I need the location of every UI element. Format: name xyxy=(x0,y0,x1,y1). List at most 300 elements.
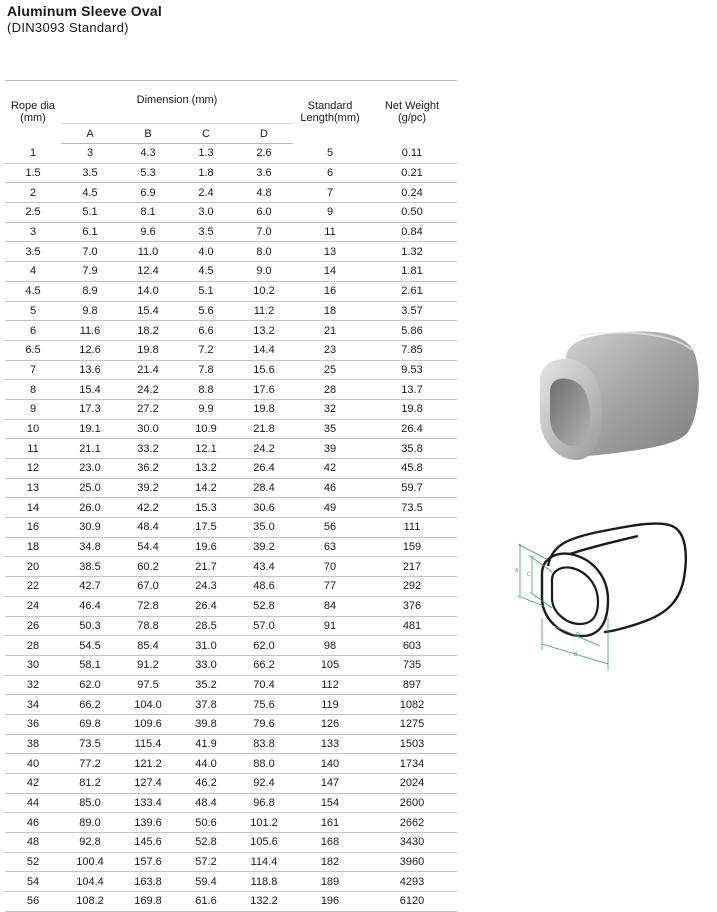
rope-dia-cell: 11 xyxy=(27,442,39,455)
standard-length-cell: 147 xyxy=(320,777,340,790)
dim-b-cell: 42.2 xyxy=(137,501,159,514)
dim-c-cell: 17.5 xyxy=(195,521,217,534)
dim-a-cell: 62.0 xyxy=(79,678,101,691)
table-row xyxy=(5,616,457,636)
net-weight-cell: 0.50 xyxy=(401,206,423,219)
table-row xyxy=(5,399,457,419)
net-weight-cell: 0.24 xyxy=(401,186,423,199)
table-row xyxy=(5,203,457,223)
rope-dia-cell: 44 xyxy=(26,797,40,810)
table-row xyxy=(5,242,457,262)
dim-c-cell: 7.8 xyxy=(198,363,214,376)
table-row xyxy=(5,852,457,872)
net-weight-cell: 481 xyxy=(402,619,422,632)
dim-b-cell: 133.4 xyxy=(134,797,162,810)
dim-c-cell: 52.8 xyxy=(195,836,217,849)
drawing-label-a: A xyxy=(515,568,519,574)
net-weight-cell: 217 xyxy=(402,560,422,573)
standard-length-cell: 168 xyxy=(320,836,340,849)
dim-d-cell: 10.2 xyxy=(253,285,275,298)
net-weight-cell: 9.53 xyxy=(401,363,423,376)
col-a-header: A xyxy=(61,124,119,144)
dim-a-cell: 77.2 xyxy=(79,757,101,770)
table-row xyxy=(5,793,457,813)
dim-a-cell: 58.1 xyxy=(79,659,101,672)
rope-dia-cell: 24 xyxy=(26,600,40,613)
dim-b-cell: 139.6 xyxy=(134,816,162,829)
standard-length-cell: 56 xyxy=(323,521,337,534)
dim-b-cell: 4.3 xyxy=(140,147,156,160)
drawing-label-b: B xyxy=(574,652,578,658)
net-weight-cell: 1734 xyxy=(399,757,425,770)
dim-d-cell: 88.0 xyxy=(253,757,275,770)
net-weight-cell: 111 xyxy=(403,521,421,534)
dim-d-cell: 9.0 xyxy=(256,265,272,278)
dim-a-cell: 5.1 xyxy=(82,206,98,219)
rope-dia-cell: 32 xyxy=(26,678,40,691)
rope-dia-cell: 40 xyxy=(26,757,40,770)
net-weight-cell: 4293 xyxy=(399,875,425,888)
dim-a-cell: 69.8 xyxy=(79,718,101,731)
net-weight-cell: 376 xyxy=(402,600,422,613)
dim-a-cell: 6.1 xyxy=(82,226,98,239)
dim-c-cell: 31.0 xyxy=(195,639,217,652)
dim-a-cell: 17.3 xyxy=(79,403,101,416)
dim-a-cell: 9.8 xyxy=(82,304,98,317)
dim-b-cell: 19.8 xyxy=(137,344,159,357)
dim-b-cell: 115.4 xyxy=(134,737,162,750)
dim-d-cell: 13.2 xyxy=(253,324,275,337)
dim-d-cell: 3.6 xyxy=(256,167,272,180)
dim-b-cell: 8.1 xyxy=(140,206,156,219)
dim-c-cell: 4.5 xyxy=(198,265,214,278)
table-row xyxy=(5,695,457,715)
dim-c-cell: 19.6 xyxy=(195,541,217,554)
dim-d-cell: 43.4 xyxy=(253,560,275,573)
dim-d-cell: 70.4 xyxy=(253,678,275,691)
dim-c-cell: 59.4 xyxy=(195,875,217,888)
dim-b-cell: 6.9 xyxy=(140,186,156,199)
dim-d-cell: 75.6 xyxy=(253,698,275,711)
drawing-label-c: C xyxy=(527,572,531,578)
dim-b-cell: 67.0 xyxy=(137,580,159,593)
dim-c-cell: 37.8 xyxy=(195,698,217,711)
dim-c-cell: 21.7 xyxy=(195,560,217,573)
rope-dia-cell: 52 xyxy=(26,856,40,869)
rope-dia-cell: 54 xyxy=(26,875,40,888)
table-row xyxy=(5,714,457,734)
dim-a-cell: 81.2 xyxy=(79,777,101,790)
standard-length-cell: 14 xyxy=(323,265,337,278)
dim-b-cell: 24.2 xyxy=(137,383,159,396)
dim-c-cell: 28.5 xyxy=(195,619,217,632)
dim-c-cell: 3.5 xyxy=(198,226,214,239)
table-row xyxy=(5,459,457,479)
standard-length-cell: 9 xyxy=(326,206,334,219)
dim-a-cell: 73.5 xyxy=(79,737,101,750)
rope-dia-cell: 12 xyxy=(26,462,40,475)
rope-dia-cell: 56 xyxy=(26,895,40,908)
rope-dia-header: Rope dia (mm) xyxy=(10,100,56,125)
dim-d-cell: 132.2 xyxy=(250,895,278,908)
dim-d-cell: 79.6 xyxy=(253,718,275,731)
rope-dia-cell: 48 xyxy=(26,836,40,849)
dim-d-cell: 8.0 xyxy=(256,245,272,258)
standard-length-cell: 23 xyxy=(323,344,337,357)
sleeve-dimension-drawing xyxy=(508,514,708,684)
standard-length-cell: 35 xyxy=(323,422,337,435)
dim-a-cell: 100.4 xyxy=(76,856,104,869)
standard-length-cell: 32 xyxy=(323,403,337,416)
net-weight-cell: 2.61 xyxy=(401,285,423,298)
table-row xyxy=(5,439,457,459)
net-weight-cell: 0.21 xyxy=(401,167,423,180)
standard-length-cell: 21 xyxy=(323,324,337,337)
dim-c-cell: 26.4 xyxy=(195,600,217,613)
net-weight-cell: 2662 xyxy=(399,816,425,829)
standard-length-header: Standard Length(mm) xyxy=(300,100,360,125)
dim-c-cell: 41.9 xyxy=(195,737,217,750)
dim-b-cell: 104.0 xyxy=(134,698,162,711)
dim-b-cell: 85.4 xyxy=(137,639,159,652)
net-weight-cell: 1275 xyxy=(399,718,425,731)
dim-a-cell: 8.9 xyxy=(82,285,98,298)
rope-dia-cell: 6.5 xyxy=(25,344,41,357)
dim-c-cell: 6.6 xyxy=(198,324,214,337)
dim-d-cell: 30.6 xyxy=(253,501,275,514)
dim-b-cell: 127.4 xyxy=(134,777,162,790)
rope-dia-cell: 18 xyxy=(26,541,40,554)
net-weight-cell: 292 xyxy=(402,580,422,593)
dim-a-cell: 3 xyxy=(86,147,94,160)
dim-c-cell: 9.9 xyxy=(198,403,214,416)
rope-dia-cell: 2.5 xyxy=(25,206,41,219)
dim-d-cell: 39.2 xyxy=(253,541,275,554)
standard-length-cell: 39 xyxy=(323,442,337,455)
dim-a-cell: 21.1 xyxy=(79,442,101,455)
dim-c-cell: 4.0 xyxy=(198,245,214,258)
table-row xyxy=(5,301,457,321)
dim-b-cell: 11.0 xyxy=(137,245,159,258)
col-b-header: B xyxy=(119,124,177,144)
dim-a-cell: 85.0 xyxy=(79,797,101,810)
dim-a-cell: 7.9 xyxy=(82,265,98,278)
net-weight-cell: 1503 xyxy=(399,737,425,750)
rope-dia-cell: 16 xyxy=(26,521,40,534)
dim-b-cell: 5.3 xyxy=(140,167,156,180)
dim-b-cell: 15.4 xyxy=(137,304,159,317)
table-row xyxy=(5,754,457,774)
dim-b-cell: 21.4 xyxy=(137,363,159,376)
dim-c-cell: 5.6 xyxy=(198,304,214,317)
dim-b-cell: 39.2 xyxy=(137,482,159,495)
spec-table xyxy=(5,80,457,912)
standard-length-cell: 28 xyxy=(323,383,337,396)
net-weight-cell: 26.4 xyxy=(401,422,423,435)
net-weight-cell: 1.32 xyxy=(401,245,423,258)
standard-length-cell: 46 xyxy=(323,482,337,495)
dim-c-cell: 5.1 xyxy=(198,285,214,298)
rope-dia-cell: 2 xyxy=(29,186,37,199)
dim-b-cell: 36.2 xyxy=(137,462,159,475)
net-weight-cell: 159 xyxy=(402,541,422,554)
table-row xyxy=(5,675,457,695)
table-row xyxy=(5,419,457,439)
rope-dia-cell: 46 xyxy=(26,816,40,829)
dim-b-cell: 54.4 xyxy=(137,541,159,554)
standard-length-cell: 189 xyxy=(320,875,340,888)
dim-b-cell: 97.5 xyxy=(137,678,159,691)
table-row xyxy=(5,557,457,577)
table-row xyxy=(5,183,457,203)
net-weight-cell: 735 xyxy=(402,659,422,672)
net-weight-cell: 3960 xyxy=(399,856,425,869)
standard-length-cell: 126 xyxy=(320,718,340,731)
dim-d-cell: 96.8 xyxy=(253,797,275,810)
dim-d-cell: 6.0 xyxy=(256,206,272,219)
dim-b-cell: 33.2 xyxy=(137,442,159,455)
rope-dia-cell: 3.5 xyxy=(25,245,41,258)
net-weight-cell: 2600 xyxy=(399,797,425,810)
dim-c-cell: 33.0 xyxy=(195,659,217,672)
dim-a-cell: 66.2 xyxy=(79,698,101,711)
dim-a-cell: 50.3 xyxy=(79,619,101,632)
dim-a-cell: 11.6 xyxy=(79,324,101,337)
dim-c-cell: 10.9 xyxy=(195,422,217,435)
table-row xyxy=(5,498,457,518)
rope-dia-cell: 42 xyxy=(26,777,40,790)
table-row xyxy=(5,636,457,656)
standard-length-cell: 98 xyxy=(323,639,337,652)
table-row xyxy=(5,813,457,833)
table-row xyxy=(5,360,457,380)
dim-a-cell: 108.2 xyxy=(76,895,104,908)
dim-a-cell: 38.5 xyxy=(79,560,101,573)
dim-d-cell: 92.4 xyxy=(253,777,275,790)
rope-dia-cell: 4.5 xyxy=(25,285,41,298)
net-weight-cell: 13.7 xyxy=(401,383,423,396)
dim-a-cell: 46.4 xyxy=(79,600,101,613)
dim-a-cell: 30.9 xyxy=(79,521,101,534)
standard-length-cell: 6 xyxy=(326,167,334,180)
dim-c-cell: 2.4 xyxy=(198,186,214,199)
net-weight-cell: 1082 xyxy=(399,698,425,711)
standard-length-cell: 25 xyxy=(323,363,337,376)
standard-length-cell: 63 xyxy=(323,541,337,554)
dim-d-cell: 66.2 xyxy=(253,659,275,672)
standard-length-cell: 84 xyxy=(323,600,337,613)
rope-dia-cell: 3 xyxy=(29,226,37,239)
dim-d-cell: 62.0 xyxy=(253,639,275,652)
dim-d-cell: 24.2 xyxy=(253,442,275,455)
page-title: Aluminum Sleeve Oval xyxy=(7,3,162,19)
net-weight-cell: 19.8 xyxy=(401,403,423,416)
dim-b-cell: 12.4 xyxy=(137,265,159,278)
net-weight-cell: 73.5 xyxy=(401,501,423,514)
dim-b-cell: 18.2 xyxy=(137,324,159,337)
table-row xyxy=(5,655,457,675)
dim-c-cell: 24.3 xyxy=(195,580,217,593)
rope-dia-cell: 20 xyxy=(26,560,40,573)
dim-b-cell: 30.0 xyxy=(137,422,159,435)
dim-d-cell: 21.8 xyxy=(253,422,275,435)
net-weight-cell: 1.81 xyxy=(401,265,423,278)
standard-length-cell: 154 xyxy=(320,797,340,810)
standard-length-cell: 18 xyxy=(323,304,337,317)
dim-c-cell: 48.4 xyxy=(195,797,217,810)
table-row xyxy=(5,340,457,360)
dim-c-cell: 44.0 xyxy=(195,757,217,770)
dim-b-cell: 163.8 xyxy=(134,875,162,888)
net-weight-cell: 3430 xyxy=(399,836,425,849)
dim-c-cell: 39.8 xyxy=(195,718,217,731)
table-row xyxy=(5,222,457,242)
rope-dia-cell: 8 xyxy=(29,383,37,396)
net-weight-cell: 7.85 xyxy=(401,344,423,357)
dim-b-cell: 169.8 xyxy=(134,895,162,908)
dim-b-cell: 27.2 xyxy=(137,403,159,416)
net-weight-cell: 0.11 xyxy=(401,147,423,160)
dim-d-cell: 118.8 xyxy=(250,875,278,888)
drawing-label-d: D xyxy=(576,632,580,638)
dim-d-cell: 101.2 xyxy=(250,816,278,829)
dim-c-cell: 35.2 xyxy=(195,678,217,691)
dim-c-cell: 3.0 xyxy=(198,206,214,219)
rope-dia-cell: 10 xyxy=(26,422,40,435)
dim-b-cell: 121.2 xyxy=(134,757,162,770)
dim-a-cell: 4.5 xyxy=(82,186,98,199)
dim-a-cell: 23.0 xyxy=(79,462,101,475)
net-weight-cell: 45.8 xyxy=(401,462,423,475)
col-d-header: D xyxy=(235,124,293,144)
standard-length-cell: 91 xyxy=(323,619,337,632)
standard-length-cell: 11 xyxy=(324,226,336,239)
dim-d-cell: 26.4 xyxy=(253,462,275,475)
net-weight-cell: 2024 xyxy=(399,777,425,790)
dim-c-cell: 46.2 xyxy=(195,777,217,790)
dim-d-cell: 48.6 xyxy=(253,580,275,593)
rope-dia-cell: 1 xyxy=(29,147,37,160)
dim-c-cell: 50.6 xyxy=(195,816,217,829)
table-row xyxy=(5,321,457,341)
dim-d-cell: 11.2 xyxy=(253,304,275,317)
table-row xyxy=(5,774,457,794)
rope-dia-cell: 38 xyxy=(26,737,40,750)
dim-b-cell: 9.6 xyxy=(140,226,156,239)
net-weight-header: Net Weight (g/pc) xyxy=(384,100,440,125)
standard-length-cell: 7 xyxy=(326,186,334,199)
dim-d-cell: 17.6 xyxy=(253,383,275,396)
dim-a-cell: 12.6 xyxy=(79,344,101,357)
table-row xyxy=(5,262,457,282)
dim-c-cell: 14.2 xyxy=(195,482,217,495)
net-weight-cell: 3.57 xyxy=(401,304,423,317)
sleeve-photo xyxy=(518,322,714,472)
dim-a-cell: 15.4 xyxy=(79,383,101,396)
dim-a-cell: 13.6 xyxy=(79,363,101,376)
table-row xyxy=(5,734,457,754)
dim-c-cell: 1.3 xyxy=(198,147,214,160)
dim-c-cell: 12.1 xyxy=(195,442,217,455)
table-row xyxy=(5,478,457,498)
dim-a-cell: 7.0 xyxy=(82,245,98,258)
dim-c-cell: 57.2 xyxy=(195,856,217,869)
rope-dia-cell: 26 xyxy=(26,619,40,632)
dim-c-cell: 61.6 xyxy=(195,895,217,908)
rope-dia-cell: 4 xyxy=(29,265,37,278)
dim-d-cell: 7.0 xyxy=(256,226,272,239)
dim-b-cell: 91.2 xyxy=(137,659,159,672)
dim-d-cell: 2.6 xyxy=(256,147,272,160)
dim-b-cell: 72.8 xyxy=(137,600,159,613)
page-subtitle: (DIN3093 Standard) xyxy=(7,20,129,35)
spec-table-body xyxy=(5,144,457,912)
dim-d-cell: 114.4 xyxy=(250,856,278,869)
net-weight-cell: 35.8 xyxy=(401,442,423,455)
standard-length-cell: 5 xyxy=(326,147,334,160)
dim-d-cell: 28.4 xyxy=(253,482,275,495)
dim-a-cell: 54.5 xyxy=(79,639,101,652)
net-weight-cell: 603 xyxy=(402,639,422,652)
rope-dia-cell: 6 xyxy=(29,324,37,337)
table-row xyxy=(5,596,457,616)
dim-d-cell: 15.6 xyxy=(253,363,275,376)
dim-a-cell: 26.0 xyxy=(79,501,101,514)
standard-length-cell: 105 xyxy=(320,659,340,672)
rope-dia-cell: 14 xyxy=(26,501,40,514)
dim-b-cell: 48.4 xyxy=(137,521,159,534)
rope-dia-cell: 9 xyxy=(29,403,37,416)
standard-length-cell: 182 xyxy=(320,856,340,869)
table-row xyxy=(5,833,457,853)
rope-dia-cell: 28 xyxy=(26,639,40,652)
dim-a-cell: 42.7 xyxy=(79,580,101,593)
dim-d-cell: 52.8 xyxy=(253,600,275,613)
table-row xyxy=(5,144,457,164)
standard-length-cell: 196 xyxy=(320,895,340,908)
standard-length-cell: 16 xyxy=(323,285,337,298)
dim-d-cell: 105.6 xyxy=(250,836,278,849)
table-row xyxy=(5,163,457,183)
dim-b-cell: 78.8 xyxy=(137,619,159,632)
dim-c-cell: 15.3 xyxy=(195,501,217,514)
table-row xyxy=(5,537,457,557)
dim-a-cell: 34.8 xyxy=(79,541,101,554)
net-weight-cell: 5.86 xyxy=(401,324,423,337)
rope-dia-cell: 5 xyxy=(29,304,37,317)
dim-a-cell: 92.8 xyxy=(79,836,101,849)
standard-length-cell: 119 xyxy=(321,698,339,711)
dim-b-cell: 145.6 xyxy=(134,836,162,849)
net-weight-cell: 0.84 xyxy=(401,226,423,239)
dim-d-cell: 35.0 xyxy=(253,521,275,534)
rope-dia-cell: 1.5 xyxy=(25,167,41,180)
dim-d-cell: 83.8 xyxy=(253,737,275,750)
rope-dia-cell: 36 xyxy=(26,718,40,731)
dim-d-cell: 4.8 xyxy=(256,186,272,199)
dim-a-cell: 19.1 xyxy=(79,422,101,435)
dim-d-cell: 14.4 xyxy=(253,344,275,357)
standard-length-cell: 13 xyxy=(323,245,337,258)
dim-b-cell: 14.0 xyxy=(137,285,159,298)
dimension-header: Dimension (mm) xyxy=(136,94,218,106)
table-row xyxy=(5,892,457,912)
dim-a-cell: 104.4 xyxy=(76,875,104,888)
rope-dia-cell: 34 xyxy=(26,698,40,711)
table-row xyxy=(5,872,457,892)
rope-dia-cell: 30 xyxy=(26,659,40,672)
standard-length-cell: 112 xyxy=(321,678,339,691)
